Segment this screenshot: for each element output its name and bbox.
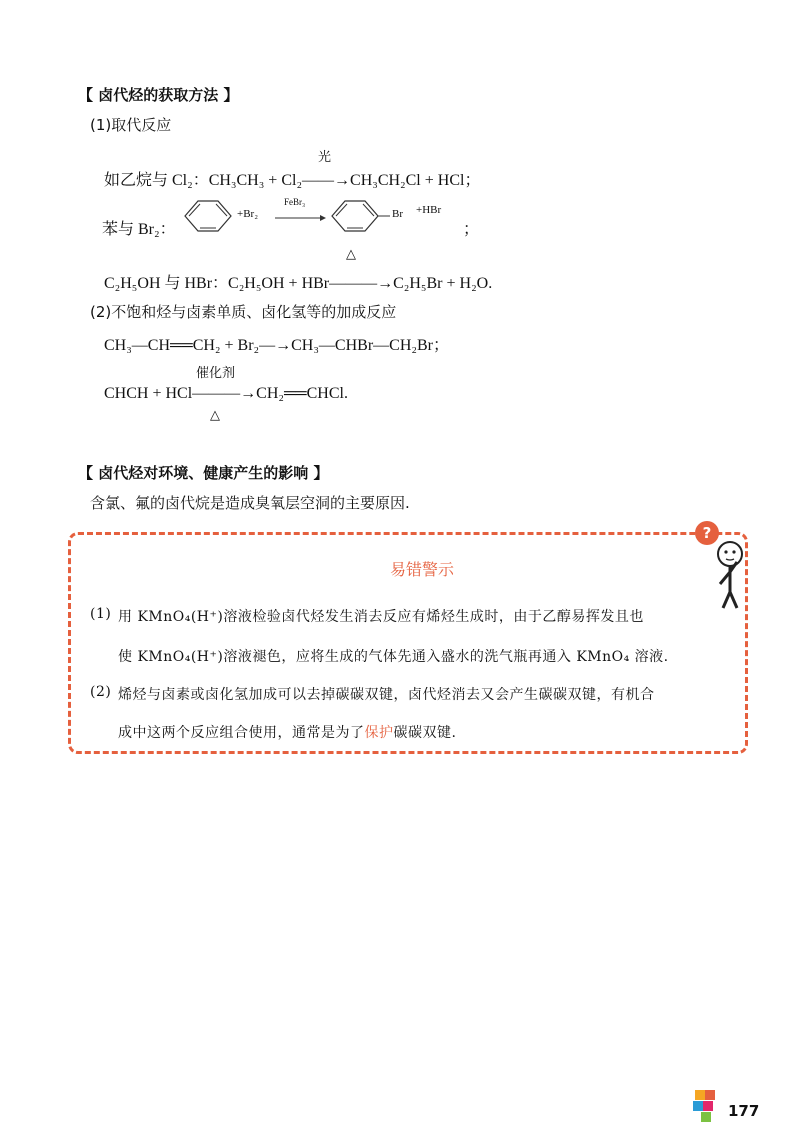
reaction-propene-bromine: CH₃—CH══CH₂ + Br₂—→CH₃—CHBr—CH₂Br； <box>104 337 449 354</box>
benzene-ring-icon <box>180 194 480 238</box>
product-hbr: +HBr <box>416 204 442 216</box>
condition-heat-2: △ <box>210 408 220 423</box>
section-heading-preparation: 【 卤代烃的获取方法 】 <box>78 86 239 104</box>
page-number: 177 <box>728 1102 760 1120</box>
subheading-substitution: (1)取代反应 <box>90 116 172 134</box>
tip-title: 易错警示 <box>390 560 455 579</box>
condition-catalyst: 催化剂 <box>196 366 236 381</box>
benzene-end: ； <box>463 221 480 238</box>
question-badge: ? <box>695 521 719 545</box>
condition-heat-1: △ <box>346 247 356 262</box>
subheading-addition: (2)不饱和烃与卤素单质、卤化氢等的加成反应 <box>90 303 397 321</box>
reaction-ethanol-hbr: C₂H₅OH 与 HBr：C₂H₅OH + HBr———→C₂H₅Br + H₂O. <box>104 275 493 292</box>
benzene-bromination <box>180 194 480 238</box>
tip-2-highlight: 保护 <box>364 725 394 741</box>
tip-2-line-2-post: 碳碳双键. <box>393 725 457 741</box>
tip-2-line-2 <box>118 722 456 742</box>
benzene-prefix: 苯与 Br₂： <box>102 221 176 238</box>
tip-2-number: (2) <box>90 684 112 700</box>
tip-1-line-2: 使 KMnO₄(H⁺)溶液褪色，应将生成的气体先通入盛水的洗气瓶再通入 KMnO₄ 溶液. <box>118 649 669 665</box>
stick-figure-icon <box>710 540 750 612</box>
section-heading-environment: 【 卤代烃对环境、健康产生的影响 】 <box>78 464 329 482</box>
product-br: Br <box>392 208 403 220</box>
reaction-ethane-chlorine: 如乙烷与 Cl₂：CH₃CH₃ + Cl₂——→CH₃CH₂Cl + HCl； <box>104 172 481 189</box>
page-logo-icon <box>690 1088 720 1128</box>
environment-text: 含氯、氟的卤代烷是造成臭氧层空洞的主要原因. <box>90 494 410 512</box>
tip-1-line-1: 用 KMnO₄(H⁺)溶液检验卤代烃发生消去反应有烯烃生成时，由于乙醇易挥发且也 <box>118 609 644 625</box>
reagent-br2: +Br₂ <box>237 208 259 220</box>
reaction-acetylene-hcl: CHCH + HCl———→CH₂══CHCl. <box>104 385 348 402</box>
tip-2-line-2-pre: 成中这两个反应组合使用，通常是为了 <box>118 725 365 741</box>
tip-1-number: (1) <box>90 606 112 622</box>
tip-2-line-1: 烯烃与卤素或卤化氢加成可以去掉碳碳双键，卤代烃消去又会产生碳碳双键，有机合 <box>118 687 655 703</box>
condition-febr3: FeBr₃ <box>284 197 306 207</box>
condition-light: 光 <box>318 150 332 165</box>
